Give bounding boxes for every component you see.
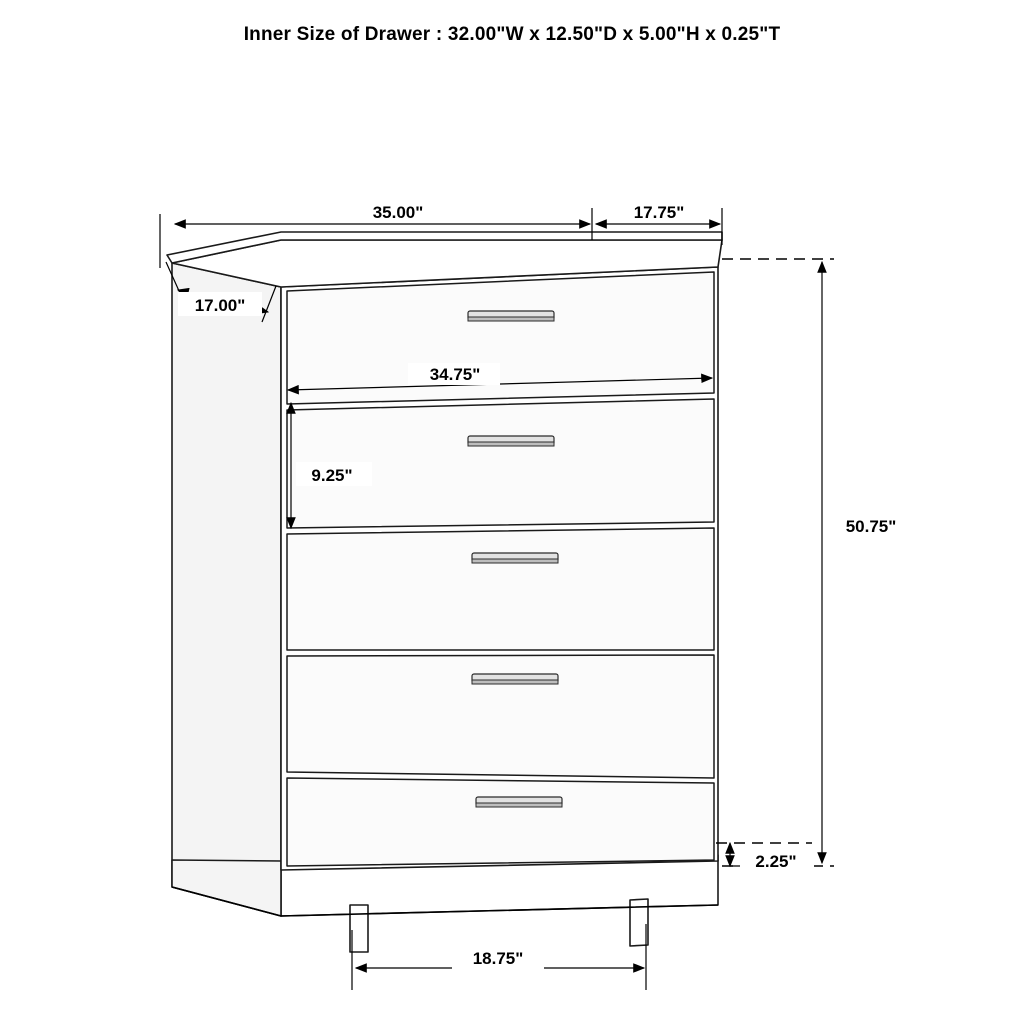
- dim-drawer-width-label: 34.75": [429, 365, 481, 384]
- chest-base-side: [172, 860, 281, 916]
- dim-leg-height: [716, 843, 814, 872]
- dim-top-depth-right-label: 17.75": [633, 203, 685, 222]
- chest-leg-left: [350, 905, 368, 952]
- drawer-handle-2-shadow: [468, 442, 554, 446]
- dim-total-height: [722, 259, 914, 866]
- dim-total-height-label: 50.75": [845, 517, 897, 536]
- dim-leg-height-label: 2.25": [755, 852, 797, 871]
- page-title: Inner Size of Drawer : 32.00"W x 12.50"D x 5.00"H x 0.25"T: [243, 24, 781, 45]
- drawer-handle-3-shadow: [472, 559, 558, 563]
- dim-side-depth-label: 17.00": [194, 296, 246, 315]
- chest-illustration: [167, 232, 722, 952]
- dim-top-width-label: 35.00": [372, 203, 424, 222]
- dim-drawer-height-label: 9.25": [311, 466, 353, 485]
- drawer-handle-1-shadow: [468, 317, 554, 321]
- drawer-handle-4-shadow: [472, 680, 558, 684]
- dim-leg-span-label: 18.75": [472, 949, 524, 968]
- chest-left-side-panel: [172, 263, 281, 916]
- dim-leg-span: [352, 924, 646, 990]
- drawer-front-3: [287, 528, 714, 650]
- drawer-front-5: [287, 778, 714, 866]
- drawer-handle-5-shadow: [476, 803, 562, 807]
